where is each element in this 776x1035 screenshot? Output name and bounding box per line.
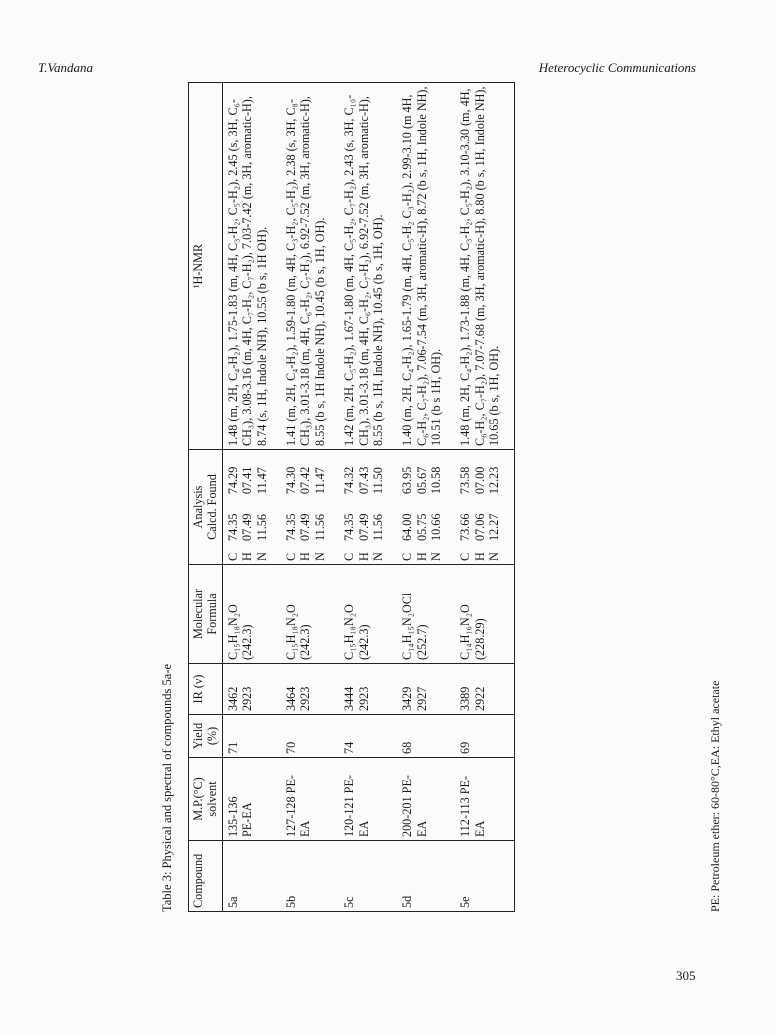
cell-ir: 3429 2927 [397, 664, 455, 715]
cell-nmr: 1.41 (m, 2H, C₄-H₂), 1.59-1.80 (m, 4H, C₃-H₂, C₅-H₂), 2.38 (s, 3H, C₈-CH₃), 3.01-3.18 (m, 4H, C₆-H₂, C₇-H₂), 6.92-7.52 (m, 3H, aromatic-H), 8.55 (b s, 1H Indole NH), 10.45 (b s, 1H, OH). [281, 83, 339, 450]
cell-formula: C₁₅H₁₈N₂O (242.3) [222, 565, 281, 664]
cell-ir: 3462 2923 [222, 664, 281, 715]
header-formula: Molecular Formula [189, 565, 223, 664]
cell-found: 74.30 07.42 11.47 [281, 450, 339, 498]
cell-found: 63.95 05.67 10.58 [397, 450, 455, 498]
cell-formula: C₁₄H₁₆N₂O (228.29) [455, 565, 514, 664]
cell-mp: 200-201 PE- EA [397, 758, 455, 841]
cell-ir: 3464 2923 [281, 664, 339, 715]
cell-calcd: 74.35 07.49 11.56 [225, 513, 269, 541]
table-header-row [189, 83, 223, 912]
cell-mp: 120-121 PE- EA [339, 758, 397, 841]
cell-calcd: 74.35 07.49 11.56 [283, 513, 327, 541]
running-header-author: T.Vandana [38, 60, 94, 75]
cell-ir: 3444 2923 [339, 664, 397, 715]
cell-elements: C H N [222, 544, 281, 565]
header-compound: Compound [189, 841, 223, 912]
rotated-table-block [160, 82, 750, 912]
table-row [455, 83, 514, 912]
header-nmr: ¹H-NMR [189, 83, 223, 450]
cell-yield: 74 [339, 715, 397, 758]
cell-found: 74.32 07.43 11.50 [339, 450, 397, 498]
cell-ir: 3389 2922 [455, 664, 514, 715]
cell-calcd: 64.00 05.75 10.66 [400, 513, 444, 541]
cell-compound: 5e [455, 841, 514, 912]
cell-nmr: 1.48 (m, 2H, C₄-H₂), 1.73-1.88 (m, 4H, C₃-H₂, C₅-H₂), 3.10-3.30 (m, 4H, C₆-H₂, C₇-H₂), 7.07-7.68 (m, 3H, aromatic-H), 8.80 (b s, 1H, Indole NH), 10.65 (b s, 1H, OH). [455, 83, 514, 450]
cell-found: 74.29 07.41 11.47 [222, 450, 281, 498]
cell-elements: C H N [397, 544, 455, 565]
cell-nmr: 1.40 (m, 2H, C₄-H₂), 1.65-1.79 (m, 4H, C₅-H₂ C₃-H₂), 2.99-3.10 (m 4H, C₆-H₂, C₇-H₂), 7.06-7.54 (m, 3H, aromatic-H), 8.72 (b s, 1H, Indole NH), 10.51 (b s 1H, OH). [397, 83, 455, 450]
cell-compound: 5b [281, 841, 339, 912]
cell-calcd: 74.35 07.49 11.56 [342, 513, 385, 541]
table-row [281, 83, 339, 912]
table-caption: Table 3: Physical and spectral of compounds 5a-e [160, 663, 174, 912]
cell-yield: 69 [455, 715, 514, 758]
cell-nmr: 1.48 (m, 2H, C₄-H₂), 1.75-1.83 (m, 4H, C₃-H₂, C₅-H₂), 2.45 (s, 3H, C₆-CH₃), 3.08-3.16 (m, 4H, C₇-H₂, C₇-H₂), 7.03-7.42 (m, 3H, aromatic-H), 8.74 (s, 1H, Indole NH), 10.55 (b s, 1H OH). [222, 83, 281, 450]
table-row [397, 83, 455, 912]
cell-elements: C H N [339, 544, 397, 565]
cell-compound: 5d [397, 841, 455, 912]
cell-nmr: 1.42 (m, 2H, C₅-H₂), 1.67-1.80 (m, 4H, C₅-H₂, C₇-H₂), 2.43 (s, 3H, C₁₀-CH₃), 3.01-3.18 (m, 4H, C₆-H₂, C₇-H₂), 6.92-7.52 (m, 3H, aromatic-H), 8.55 (b s, 1H, Indole NH), 10.45 (b s, 1H, OH). [339, 83, 397, 450]
page-number: 305 [676, 968, 696, 983]
header-mp: M.P.(°C) solvent [189, 758, 223, 841]
running-header-journal: Heterocyclic Communications [538, 60, 696, 75]
table-row [222, 83, 281, 912]
cell-mp: 127-128 PE- EA [281, 758, 339, 841]
cell-yield: 71 [222, 715, 281, 758]
data-table [188, 82, 515, 912]
cell-yield: 68 [397, 715, 455, 758]
cell-formula: C₁₅H₁₈N₂O (242.3) [281, 565, 339, 664]
header-ir: IR (ν) [189, 664, 223, 715]
cell-found: 73.58 07.00 12.23 [455, 450, 514, 498]
cell-compound: 5c [339, 841, 397, 912]
table-row [339, 83, 397, 912]
cell-compound: 5a [222, 841, 281, 912]
header-yield: Yield (%) [189, 715, 223, 758]
cell-formula: C₁₄H₁₅N₂OCl (252.7) [397, 565, 455, 664]
cell-formula: C₁₅H₁₈N₂O (242.3) [339, 565, 397, 664]
header-analysis: Analysis Calcd. Found [189, 450, 223, 565]
cell-elements: C H N [281, 544, 339, 565]
cell-calcd: 73.66 07.06 12.27 [458, 513, 502, 541]
cell-yield: 70 [281, 715, 339, 758]
cell-mp: 135-136 PE-EA [222, 758, 281, 841]
cell-mp: 112-113 PE- EA [455, 758, 514, 841]
cell-elements: C H N [455, 544, 514, 565]
table-footnote: PE: Petroleum ether: 60-80°C,EA: Ethyl acetate [708, 680, 722, 912]
